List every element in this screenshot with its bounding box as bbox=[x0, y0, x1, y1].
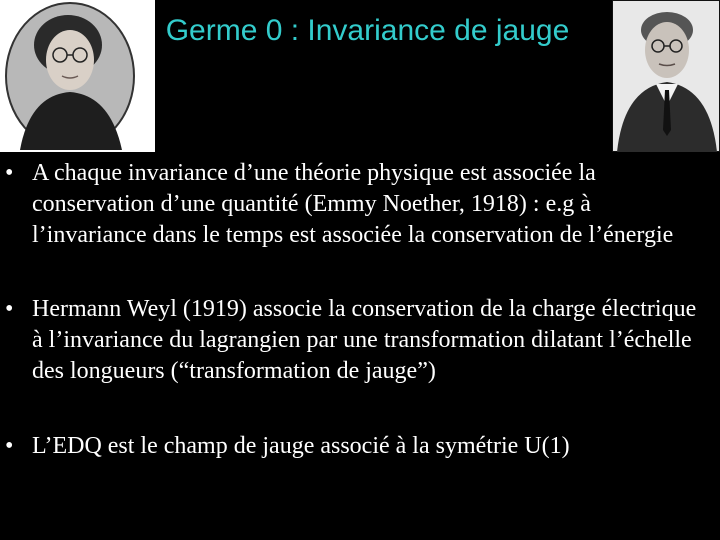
portrait-photo-hermann-weyl bbox=[612, 0, 720, 152]
bullet-marker: • bbox=[5, 296, 14, 322]
bullet-item bbox=[0, 431, 720, 462]
bullet-marker: • bbox=[5, 160, 14, 186]
bullet-text: L’EDQ est le champ de jauge associé à la symétrie U(1) bbox=[32, 433, 570, 459]
bullet-item bbox=[0, 158, 720, 251]
bullet-marker: • bbox=[5, 433, 14, 459]
portrait-photo-emmy-noether bbox=[0, 0, 155, 152]
bullet-text: A chaque invariance d’une théorie physique est associée la conservation d’une quantité (Emmy Noether, 1918) : e.g à l’invariance dans le temps est associée la conservation de l’énergie bbox=[32, 160, 674, 248]
bullet-list bbox=[0, 158, 720, 462]
bullet-text: Hermann Weyl (1919) associe la conservation de la charge électrique à l’invariance du lagrangien par une transformation dilatant l’échelle des longueurs (“transformation de jauge”) bbox=[32, 296, 697, 384]
slide-title: Germe 0 : Invariance de jauge bbox=[165, 14, 570, 47]
bullet-item bbox=[0, 294, 720, 387]
